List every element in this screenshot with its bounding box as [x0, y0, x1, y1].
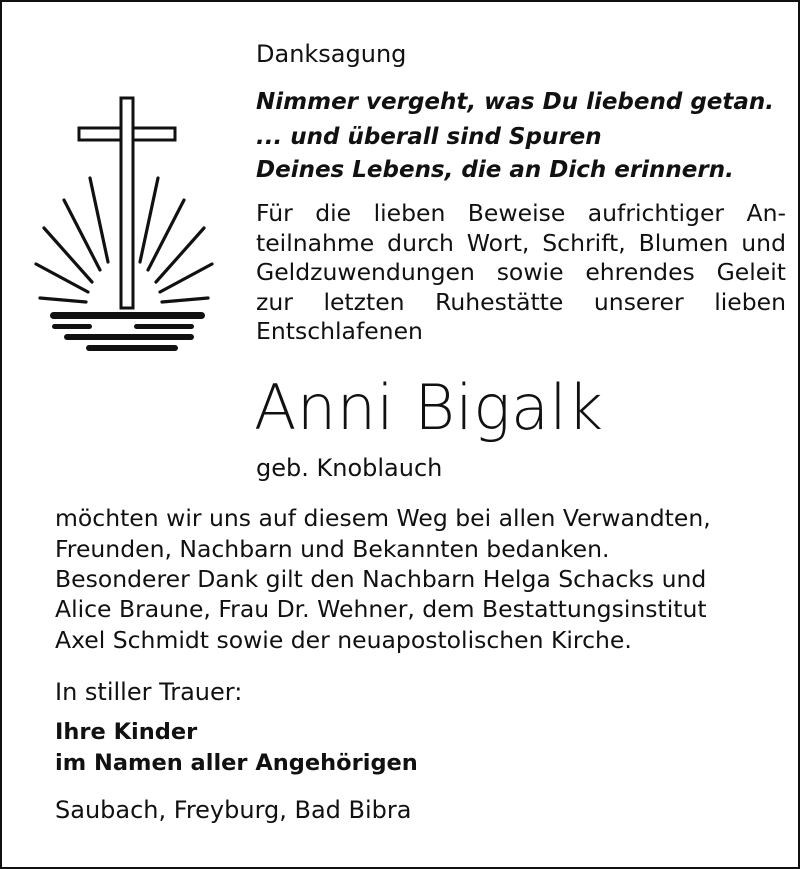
- mourning-label: In stiller Trauer:: [55, 678, 243, 706]
- places: Saubach, Freyburg, Bad Bibra: [55, 796, 412, 824]
- cross-rising-sun-water-icon: [30, 92, 220, 354]
- signer-line: Ihre Kinder: [55, 719, 198, 745]
- closing-line: möchten wir uns auf diesem Weg bei allen Verwandten,: [55, 504, 711, 532]
- quote-line: Nimmer vergeht, was Du liebend getan.: [256, 89, 775, 115]
- quote-line: Deines Lebens, die an Dich erinnern.: [256, 157, 734, 183]
- deceased-name: Anni Bigalk: [254, 371, 604, 444]
- closing-line: Freunden, Nachbarn und Bekannten bedanken.: [55, 535, 610, 563]
- signer-line: im Namen aller Angehörigen: [55, 750, 418, 776]
- closing-line: Besonderer Dank gilt den Nachbarn Helga Schacks und: [55, 565, 707, 593]
- closing-line: Alice Braune, Frau Dr. Wehner, dem Bestattungsinstitut: [55, 595, 707, 623]
- quote-line: ... und überall sind Spuren: [256, 124, 602, 150]
- closing-line: Axel Schmidt sowie der neuapostolischen Kirche.: [55, 626, 632, 654]
- maiden-name: geb. Knoblauch: [256, 454, 443, 482]
- heading: Danksagung: [256, 40, 407, 68]
- thanks-paragraph: Für die lieben Beweise aufrichtiger Anteilnahme durch Wort, Schrift, Blumen und Geldzuwendungen sowie ehrendes Geleit zur letzten Ruhestätte unserer lieben Entschlafenen: [256, 199, 786, 345]
